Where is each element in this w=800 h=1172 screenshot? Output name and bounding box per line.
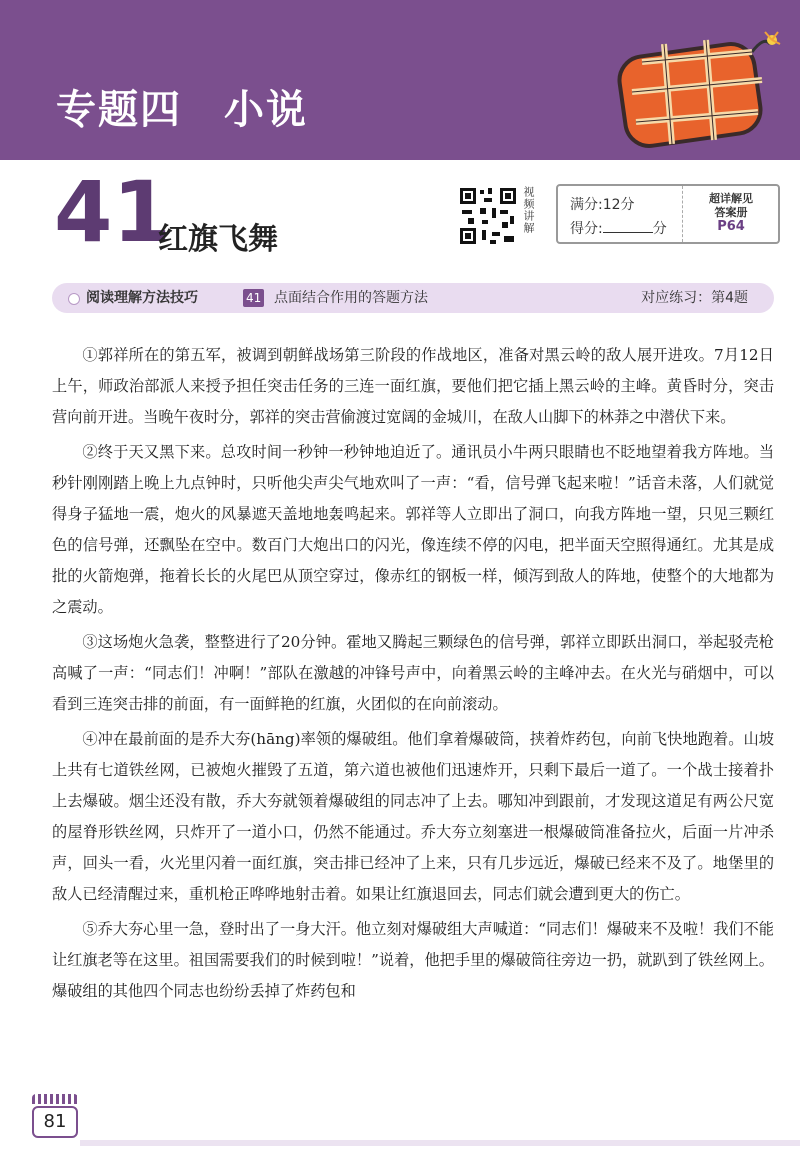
score-box [556, 184, 780, 244]
section-banner [0, 0, 800, 160]
full-score: 满分:12分 [570, 197, 635, 213]
score-blank[interactable] [603, 220, 653, 233]
earned-score[interactable]: 得分: 分 [570, 221, 667, 237]
tip-description: 点面结合作用的答题方法 [274, 290, 428, 306]
lesson-number: 41 [54, 163, 171, 261]
tip-practice: 对应练习：第4题 [641, 290, 748, 306]
section-title: 专题四 小说 [56, 87, 308, 133]
method-tip-bar [52, 283, 774, 313]
answer-reference: 超详解见 答案册 P64 [686, 192, 776, 234]
bullet-icon [68, 293, 80, 305]
page-tab-decoration [32, 1094, 78, 1104]
paragraph-5: ⑤乔大夯心里一急，登时出了一身大汗。他立刻对爆破组大声喊道：“同志们！爆破来不及啦！我们不能让红旗老等在这里。祖国需要我们的时候到啦！”说着，他把手里的爆破筒往旁边一扔，就趴到了铁丝网上。爆破组的其他四个同志也纷纷丢掉了炸药包和 [52, 920, 774, 1000]
page-number: 81 [32, 1106, 78, 1138]
qr-code-icon[interactable] [458, 186, 518, 246]
bottom-strip [80, 1140, 800, 1146]
tip-label: 阅读理解方法技巧 [86, 290, 198, 306]
lesson-title: 红旗飞舞 [158, 222, 278, 257]
paragraph-4: ④冲在最前面的是乔大夯(hāng)率领的爆破组。他们拿着爆破筒，挟着炸药包，向前飞快地跑着。山坡上共有七道铁丝网，已被炮火摧毁了五道，第六道也被他们迅速炸开，只剩下最后一道了。一个战士接着扑上去爆破。烟尘还没有散，乔大夯就领着爆破组的同志冲了上去。哪知冲到跟前，才发现这道足有两公尺宽的屋脊形铁丝网，只炸开了一道小口，仍然不能通过。乔大夯立刻塞进一根爆破筒准备拉火，后面一片冲杀声，回头一看，火光里闪着一面红旗，突击排已经冲了上来，只有几步远近，爆破已经来不及了。地堡里的敌人已经清醒过来，重机枪正哗哗地射击着。如果让红旗退回去，同志们就会遭到更大的伤亡。 [52, 730, 774, 903]
paragraph-3: ③这场炮火急袭，整整进行了20分钟。霍地又腾起三颗绿色的信号弹，郭祥立即跃出洞口，举起驳壳枪高喊了一声：“同志们！冲啊！”部队在激越的冲锋号声中，向着黑云岭的主峰冲去。在火光与硝烟中，可以看到三连突击排的前面，有一面鲜艳的红旗，火团似的在向前滚动。 [52, 633, 774, 713]
explosive-pack-icon [602, 22, 782, 152]
paragraph-2: ②终于天又黑下来。总攻时间一秒钟一秒钟地迫近了。通讯员小牛两只眼睛也不眨地望着我方阵地。当秒针刚刚踏上晚上九点钟时，只听他尖声尖气地欢叫了一声：“看，信号弹飞起来啦！”话音未落，人们就觉得身子猛地一震，炮火的风暴遮天盖地地轰鸣起来。郭祥等人立即出了洞口，向我方阵地一望，只见三颗红色的信号弹，还飘坠在空中。数百门大炮出口的闪光，像连续不停的闪电，把半面天空照得通红。尤其是成批的火箭炮弹，拖着长长的火尾巴从顶空穿过，像赤红的钢板一样，倾泻到敌人的阵地，使整个的大地都为之震动。 [52, 443, 774, 616]
video-caption: 视频讲解 [522, 186, 535, 234]
answer-page: P64 [717, 219, 745, 234]
tip-number: 41 [243, 289, 264, 307]
reading-passage [52, 340, 774, 1011]
paragraph-1: ①郭祥所在的第五军，被调到朝鲜战场第三阶段的作战地区，准备对黑云岭的敌人展开进攻。7月12日上午，师政治部派人来授予担任突击任务的三连一面红旗，要他们把它插上黑云岭的主峰。黄昏时分，突击营向前开进。当晚午夜时分，郭祥的突击营偷渡过宽阔的金城川，在敌人山脚下的林莽之中潜伏下来。 [52, 346, 774, 426]
score-divider [682, 186, 683, 242]
